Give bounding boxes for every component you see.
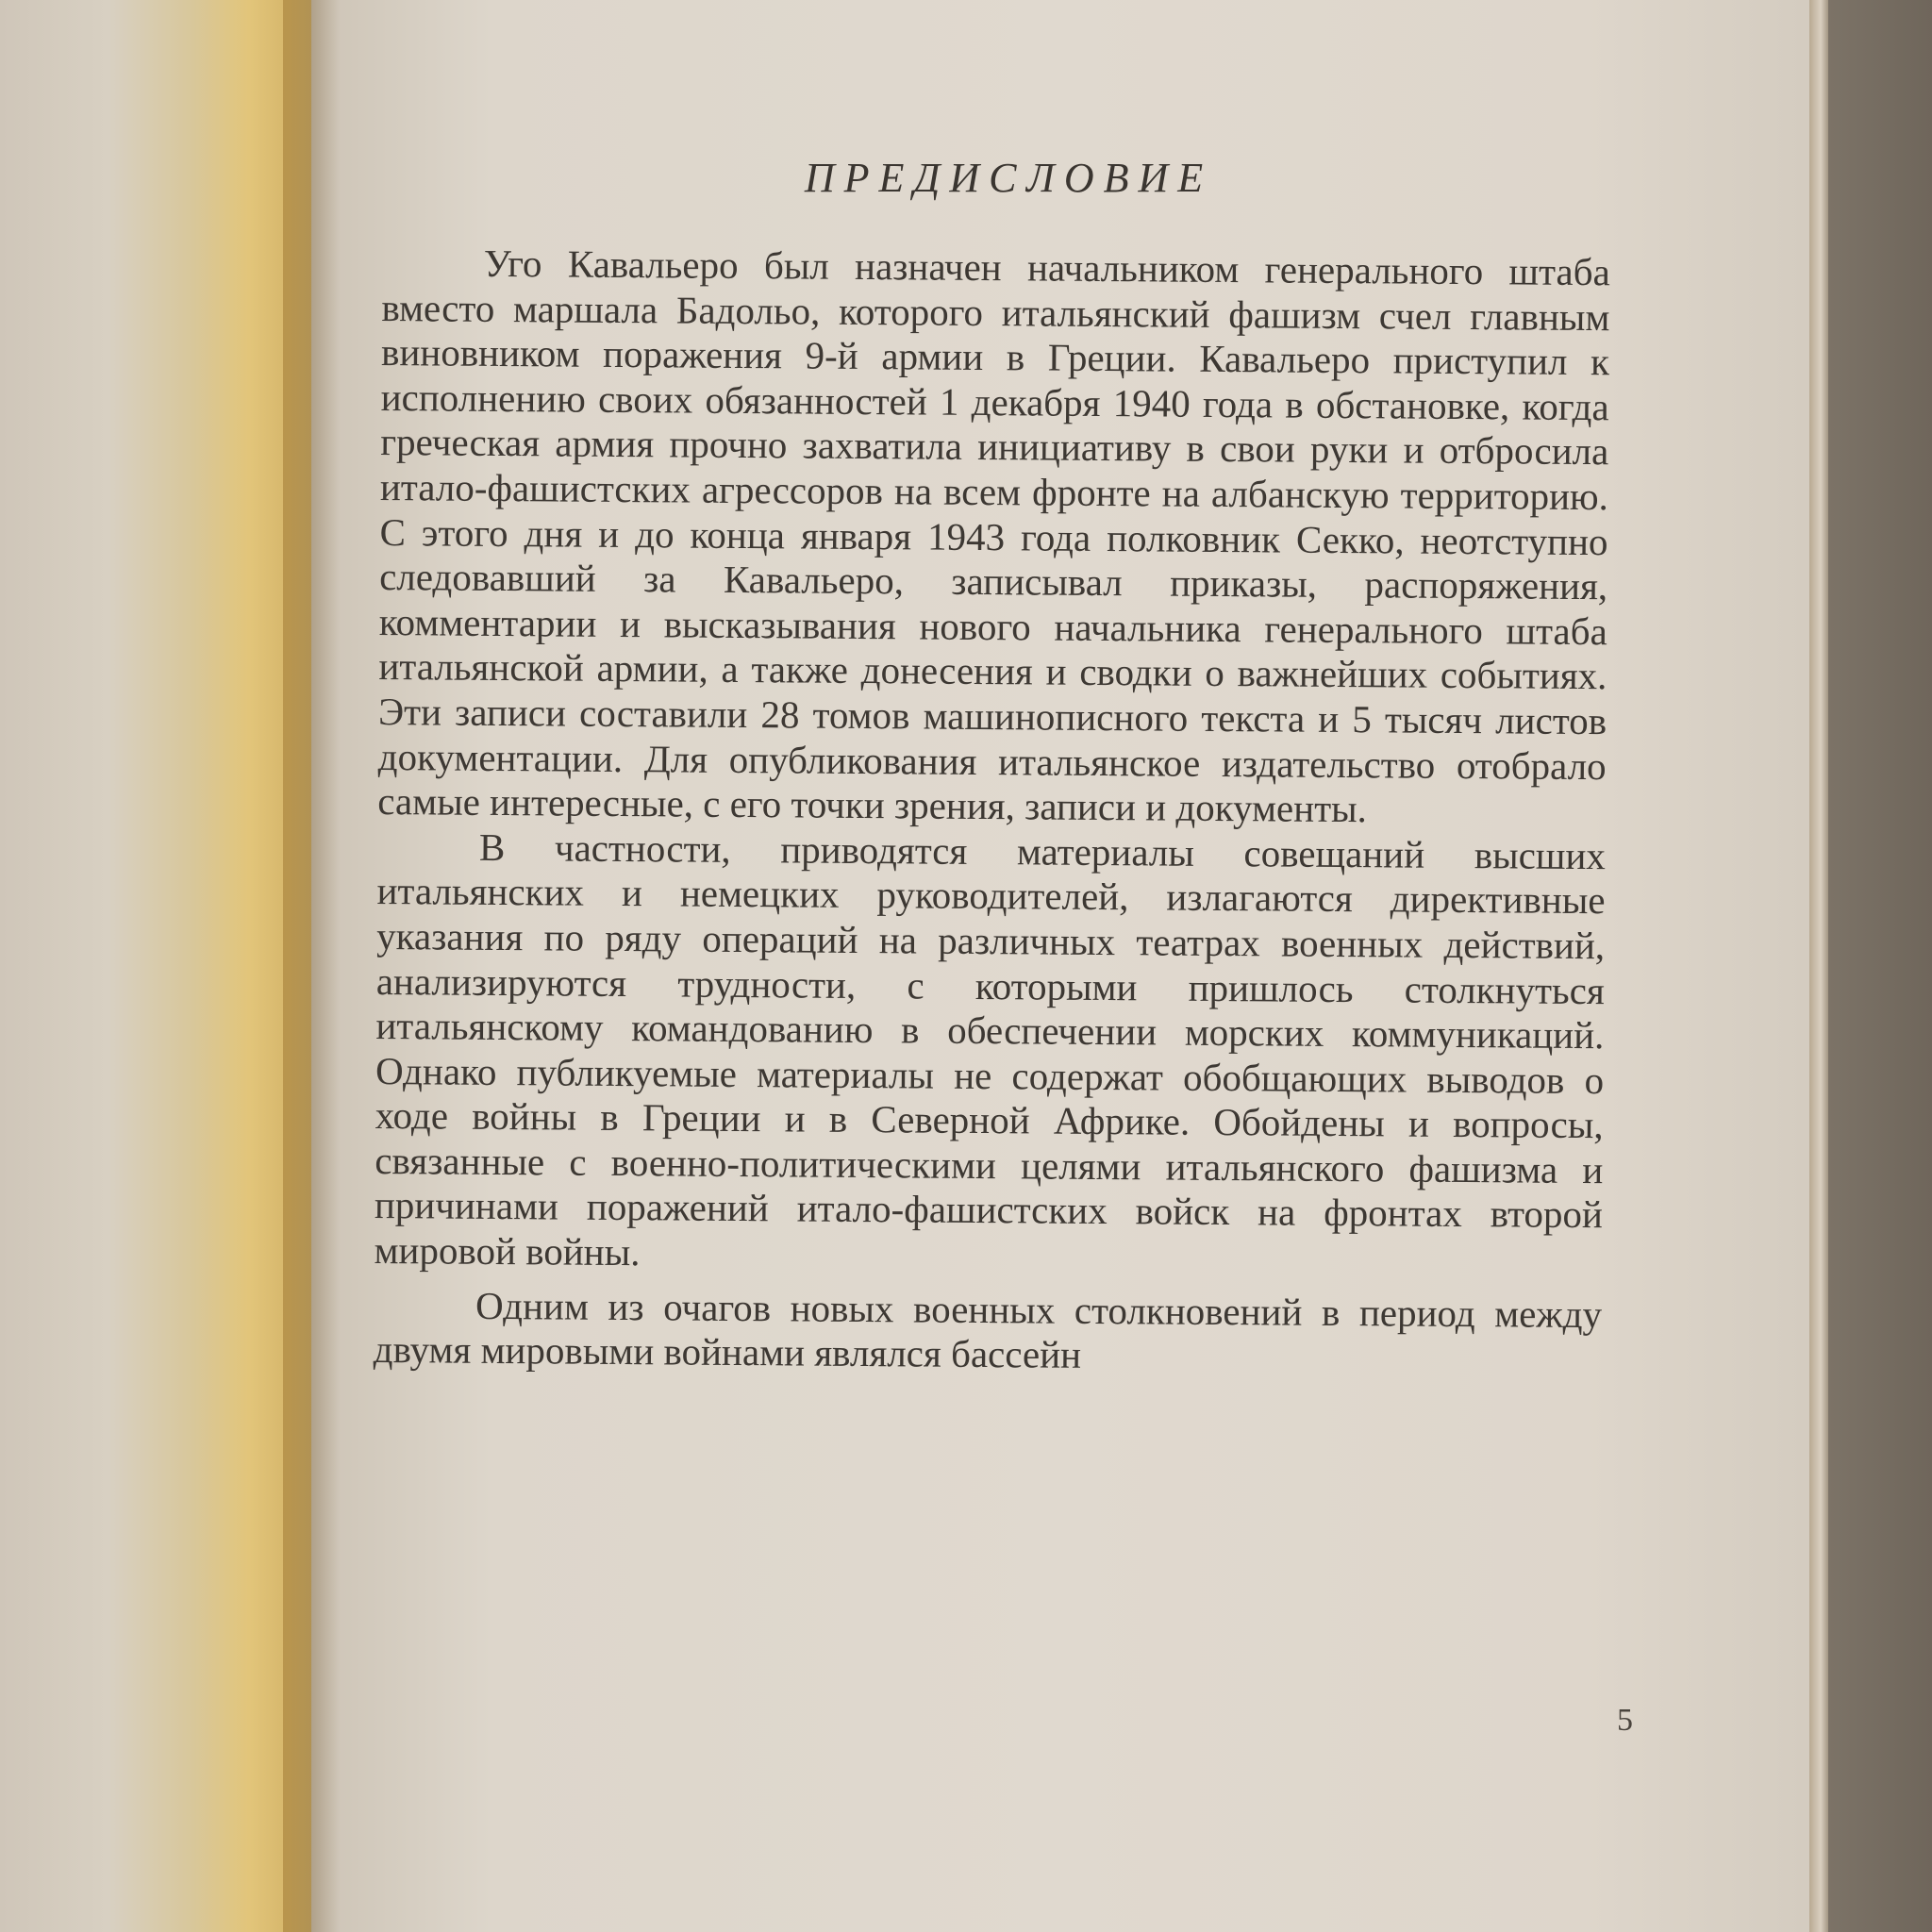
paragraph-2: В частности, приводятся материалы совещаний высших итальянских и немецких руководителей, излагаются директивные указания по ряду операций на различных театрах военных действий, анализируются трудности, с которыми пришлось столкнуться итальянскому командованию в обеспечении морских коммуникаций. Однако публикуемые материалы не содержат обобщающих выводов о ходе войны в Греции и в Северной Африке. Обойдены и вопросы, связанные с военно-политическими целями итальянского фашизма и причинами поражений итало-фашистских войск на фронтах второй мировой войны. (374, 824, 1607, 1274)
page-title: ПРЕДИСЛОВИЕ (804, 155, 1213, 201)
page-number: 5 (1617, 1703, 1633, 1738)
background-surface (1828, 0, 1932, 1932)
previous-page-edge (0, 0, 311, 1932)
paragraph-3: Одним из очагов новых военных столкновений в период между двумя мировыми войнами являлся бассейн (373, 1283, 1603, 1377)
book-gutter (283, 0, 340, 1932)
page-stack-edge (1809, 0, 1828, 1932)
body-text (374, 241, 1610, 1382)
paragraph-1: Уго Кавальеро был назначен начальником генерального штаба вместо маршала Бадольо, которого итальянский фашизм счел главным виновником поражения 9-й армии в Греции. Кавальеро приступил к исполнению своих обязанностей 1 декабря 1940 года в обстановке, когда греческая армия прочно захватила инициативу в свои руки и отбросила итало-фашистских агрессоров на всем фронте на албанскую территорию. С этого дня и до конца января 1943 года полковник Секко, неотступно следовавший за Кавальеро, записывал приказы, распоряжения, комментарии и высказывания нового начальника генерального штаба итальянской армии, а также донесения и сводки о важнейших событиях. Эти записи составили 28 томов машинописного текста и 5 тысяч листов документации. Для опубликования итальянское издательство отобрало самые интересные, с его точки зрения, записи и документы. (377, 241, 1610, 831)
